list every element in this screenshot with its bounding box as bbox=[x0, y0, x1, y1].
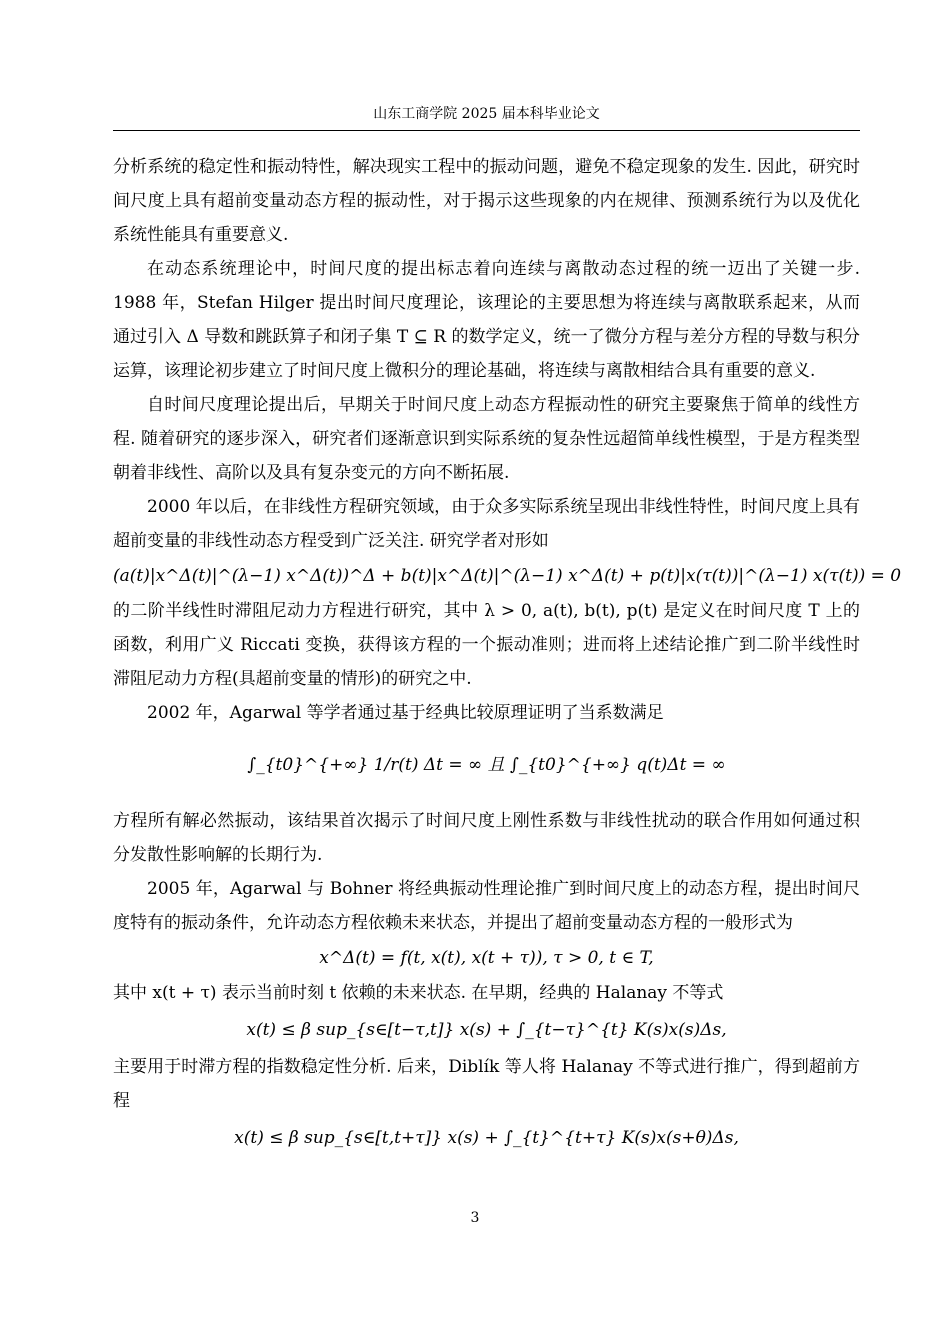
paragraph-9: 其中 x(t + τ) 表示当前时刻 t 依赖的未来状态. 在早期，经典的 Halanay 不等式 bbox=[113, 983, 724, 1003]
equation-advanced-halanay: x(t) ≤ β sup_{s∈[t,t+τ]} x(s) + ∫_{t}^{t+τ} K(s)x(s+θ)Δs, bbox=[234, 1128, 739, 1148]
equation-integral-condition: ∫_{t0}^{+∞} 1/r(t) Δt = ∞ 且 ∫_{t0}^{+∞} q(t)Δt = ∞ bbox=[247, 755, 726, 775]
page-header: 山东工商学院 2025 届本科毕业论文 bbox=[373, 106, 600, 122]
paragraph-6: 2002 年，Agarwal 等学者通过基于经典比较原理证明了当系数满足 bbox=[147, 703, 664, 723]
paragraph-1: 分析系统的稳定性和振动特性，解决现实工程中的振动问题，避免不稳定现象的发生. 因此，研究时间尺度上具有超前变量动态方程的振动性，对于揭示这些现象的内在规律、预测系统行为以及优化系统性能具有重要意义. bbox=[113, 157, 860, 245]
paragraph-3: 自时间尺度理论提出后，早期关于时间尺度上动态方程振动性的研究主要聚焦于简单的线性方程. 随着研究的逐步深入，研究者们逐渐意识到实际系统的复杂性远超简单线性模型，于是方程类型朝着非线性、高阶以及具有复杂变元的方向不断拓展. bbox=[113, 395, 860, 483]
paragraph-4: 2000 年以后，在非线性方程研究领域，由于众多实际系统呈现出非线性特性，时间尺度上具有超前变量的非线性动态方程受到广泛关注. 研究学者对形如 bbox=[113, 497, 860, 551]
header-rule bbox=[113, 130, 860, 131]
paragraph-5: 的二阶半线性时滞阻尼动力方程进行研究，其中 λ > 0, a(t), b(t), p(t) 是定义在时间尺度 T 上的函数，利用广义 Riccati 变换，获得该方程的一个振动准则；进而将上述结论推广到二阶半线性时滞阻尼动力方程(具超前变量的情形)的研究之中. bbox=[113, 601, 860, 689]
page-body bbox=[113, 150, 902, 1158]
equation-halanay: x(t) ≤ β sup_{s∈[t−τ,t]} x(s) + ∫_{t−τ}^{t} K(s)x(s)Δs, bbox=[246, 1020, 727, 1040]
paragraph-10: 主要用于时滞方程的指数稳定性分析. 后来，Diblík 等人将 Halanay 不等式进行推广，得到超前方程 bbox=[113, 1057, 860, 1111]
paragraph-8: 2005 年，Agarwal 与 Bohner 将经典振动性理论推广到时间尺度上的动态方程，提出时间尺度特有的振动条件，允许动态方程依赖未来状态，并提出了超前变量动态方程的一般形式为 bbox=[113, 879, 860, 933]
page-number: 3 bbox=[470, 1210, 480, 1226]
paragraph-7: 方程所有解必然振动，该结果首次揭示了时间尺度上刚性系数与非线性扰动的联合作用如何通过积分发散性影响解的长期行为. bbox=[113, 811, 860, 865]
equation-advanced-form: x^Δ(t) = f(t, x(t), x(t + τ)), τ > 0, t ∈ T, bbox=[319, 948, 654, 968]
equation-semilinear: (a(t)|x^Δ(t)|^(λ−1) x^Δ(t))^Δ + b(t)|x^Δ(t)|^(λ−1) x^Δ(t) + p(t)|x(τ(t))|^(λ−1) x(τ(t)) = 0 bbox=[113, 566, 902, 586]
paragraph-2: 在动态系统理论中，时间尺度的提出标志着向连续与离散动态过程的统一迈出了关键一步. 1988 年，Stefan Hilger 提出时间尺度理论，该理论的主要思想为将连续与离散联系起来，从而通过引入 Δ 导数和跳跃算子和闭子集 T ⊆ R 的数学定义，统一了微分方程与差分方程的导数与积分运算，该理论初步建立了时间尺度上微积分的理论基础，将连续与离散相结合具有重要的意义. bbox=[113, 259, 860, 381]
